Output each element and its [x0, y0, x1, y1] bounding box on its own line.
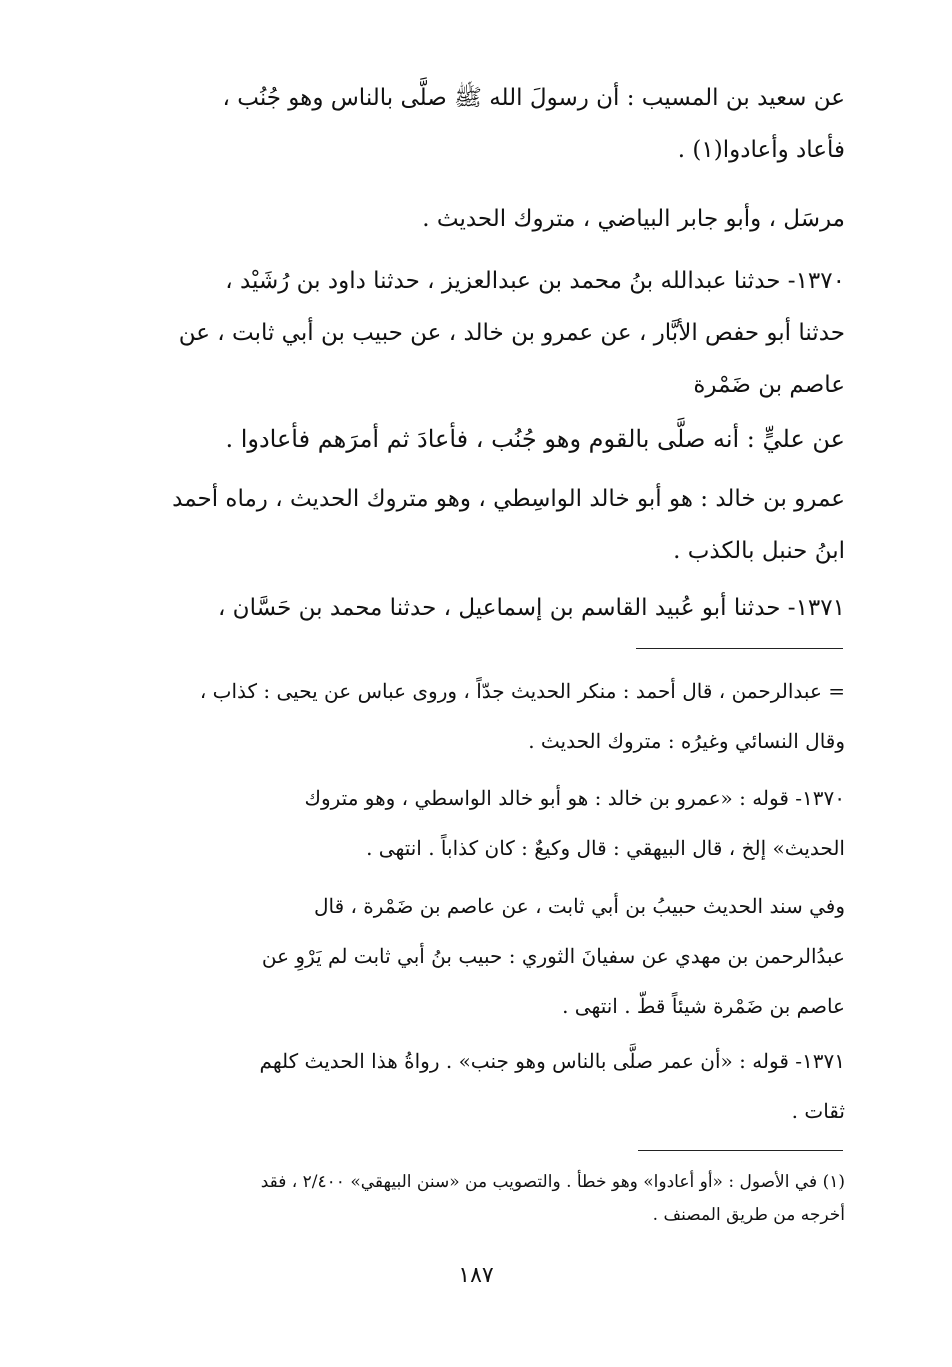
text-line: (١) في الأصول : «أو أعادوا» وهو خطأ . والتصويب من «سنن البيهقي» ٢/٤٠٠ ، فقد [260, 1172, 845, 1192]
text-line: عن سعيد بن المسيب : أن رسولَ الله ﷺ صلَّى بالناس وهو جُنُب ، [222, 85, 845, 111]
text-line: فأعاد وأعادوا(١) . [677, 137, 845, 163]
note-paragraph-2 [138, 773, 845, 873]
text-line: عاصم بن ضَمْرة [693, 372, 845, 398]
text-line: حدثنا أبو حفص الأبَّار ، عن عمرو بن خالد ، عن حبيب بن أبي ثابت ، عن [178, 320, 845, 346]
note-paragraph-4 [138, 1036, 845, 1136]
text-line: ابنُ حنبل بالكذب . [673, 538, 845, 564]
footnote-separator [638, 1150, 843, 1151]
note-paragraph-3 [138, 881, 845, 1031]
text-line: مرسَل ، وأبو جابر البياضي ، متروك الحديث . [422, 206, 845, 232]
main-paragraph-1 [138, 72, 845, 176]
text-line: الحديث» إلخ ، قال البيهقي : قال وكيعٌ : كان كذاباً . انتهى . [366, 836, 845, 860]
text-line: وقال النسائي وغيرُه : متروك الحديث . [528, 729, 845, 753]
separator-rule [636, 648, 843, 649]
text-line: ١٣٧٠- حدثنا عبدالله بنُ محمد بن عبدالعزيز ، حدثنا داود بن رُشَيْد ، [225, 268, 845, 294]
page-number: ١٨٧ [458, 1263, 494, 1288]
text-line: = عبدالرحمن ، قال أحمد : منكر الحديث جدّاً ، وروى عباس عن يحيى : كذاب ، [199, 679, 845, 703]
text-line: ١٣٧١- حدثنا أبو عُبيد القاسم بن إسماعيل ، حدثنا محمد بن حَسَّان ، [217, 595, 845, 621]
main-paragraph-4 [138, 413, 845, 465]
main-paragraph-2 [138, 193, 845, 245]
text-line: ١٣٧١- قوله : «أن عمر صلَّى بالناس وهو جنب» . رواةُ هذا الحديث كلهم [259, 1049, 845, 1073]
note-paragraph-1 [138, 666, 845, 766]
main-paragraph-6 [138, 582, 845, 634]
text-line: أخرجه من طريق المصنف . [652, 1205, 845, 1225]
footnote [138, 1166, 845, 1232]
text-line: ثقات . [791, 1099, 845, 1123]
main-paragraph-5 [138, 473, 845, 577]
text-line: عاصم بن ضَمْرة شيئاً قطّ . انتهى . [562, 994, 845, 1018]
text-line: عمرو بن خالد : هو أبو خالد الواسِطي ، وهو متروك الحديث ، رماه أحمد [172, 486, 845, 512]
main-paragraph-3 [138, 255, 845, 411]
text-line: وفي سند الحديث حبيبُ بن أبي ثابت ، عن عاصم بن ضَمْرة ، قال [313, 894, 845, 918]
text-line: عبدُالرحمن بن مهدي عن سفيانَ الثوري : حبيب بنُ أبي ثابت لم يَرْوِ عن [261, 944, 845, 968]
text-line: ١٣٧٠- قوله : «عمرو بن خالد : هو أبو خالد الواسطي ، وهو متروك [304, 786, 845, 810]
text-line: عن عليٍّ : أنه صلَّى بالقوم وهو جُنُب ، فأعادَ ثم أمرَهم فأعادوا . [225, 425, 845, 453]
